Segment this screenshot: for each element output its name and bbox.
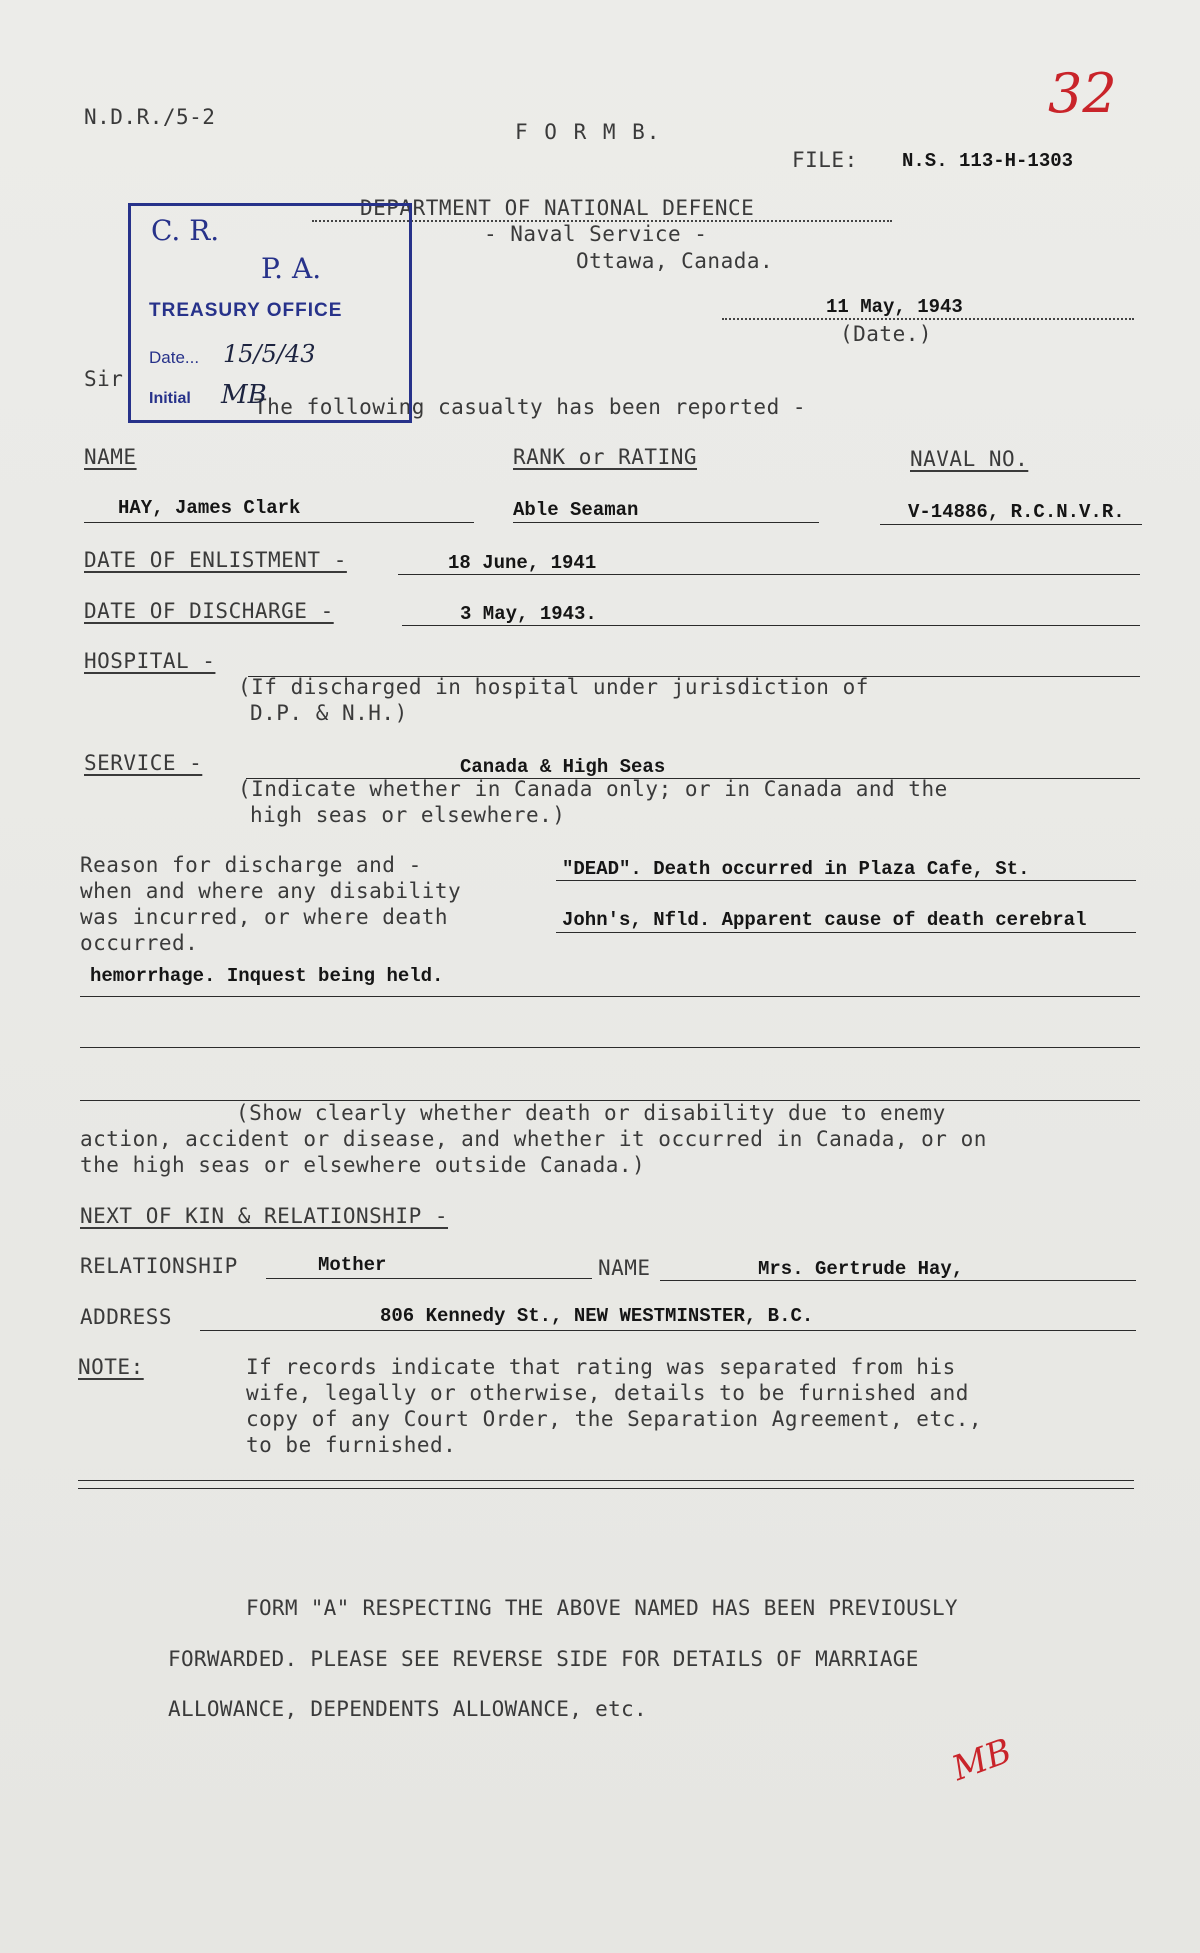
form-title: F O R M B. — [515, 120, 662, 144]
separator-line-1 — [78, 1480, 1134, 1481]
name-line — [84, 522, 474, 523]
file-label: FILE: — [792, 148, 858, 172]
rank-line — [513, 522, 819, 523]
relationship-line — [266, 1278, 592, 1279]
stamp-initial-value: MB — [221, 380, 267, 410]
naval-no-line — [880, 524, 1142, 525]
footer-line-1: FORM "A" RESPECTING THE ABOVE NAMED HAS BEEN PREVIOUSLY — [246, 1596, 958, 1620]
reason-label-4: occurred. — [80, 931, 199, 955]
separator-line-2 — [78, 1488, 1134, 1489]
person-name: HAY, James Clark — [118, 497, 301, 519]
person-rank: Able Seaman — [513, 499, 639, 521]
note-line-4: to be furnished. — [246, 1433, 457, 1457]
discharge-label: DATE OF DISCHARGE - — [84, 599, 334, 623]
service-note-1: (Indicate whether in Canada only; or in Canada and the — [238, 777, 948, 801]
hospital-note-2: D.P. & N.H.) — [250, 701, 408, 725]
enlistment-value: 18 June, 1941 — [448, 552, 597, 574]
service-value: Canada & High Seas — [460, 756, 666, 778]
name-heading: NAME — [84, 445, 137, 469]
stamp-date-value: 15/5/43 — [223, 340, 316, 368]
page-number-handwritten: 32 — [1048, 62, 1117, 125]
location: Ottawa, Canada. — [576, 249, 774, 273]
hospital-note-1: (If discharged in hospital under jurisdiction of — [238, 675, 869, 699]
intro-text: The following casualty has been reported - — [254, 395, 807, 419]
note-line-3: copy of any Court Order, the Separation Agreement, etc., — [246, 1407, 983, 1431]
stamp-cr: C. R. — [151, 214, 220, 247]
note-label: NOTE: — [78, 1355, 144, 1379]
enlistment-label: DATE OF ENLISTMENT - — [84, 548, 347, 572]
note-line-2: wife, legally or otherwise, details to be furnished and — [246, 1381, 969, 1405]
naval-service: - Naval Service - — [484, 222, 708, 246]
reason-value-1: "DEAD". Death occurred in Plaza Cafe, St. — [562, 858, 1030, 880]
reason-line-3 — [80, 996, 1140, 997]
kin-name-line — [660, 1280, 1136, 1281]
reason-label-1: Reason for discharge and - — [80, 853, 422, 877]
next-of-kin-label: NEXT OF KIN & RELATIONSHIP - — [80, 1204, 449, 1228]
reason-value-3: hemorrhage. Inquest being held. — [90, 965, 444, 987]
address-label: ADDRESS — [80, 1305, 173, 1329]
address-line — [200, 1330, 1136, 1331]
address-value: 806 Kennedy St., NEW WESTMINSTER, B.C. — [380, 1305, 814, 1327]
footer-initials-handwritten: MB — [946, 1730, 1017, 1790]
discharge-value: 3 May, 1943. — [460, 603, 597, 625]
reason-value-2: John's, Nfld. Apparent cause of death cerebral — [562, 909, 1087, 931]
department-name: DEPARTMENT OF NATIONAL DEFENCE — [360, 196, 755, 220]
relationship-value: Mother — [318, 1254, 387, 1276]
discharge-line — [402, 625, 1140, 626]
relationship-label: RELATIONSHIP — [80, 1254, 238, 1278]
show-note-2: action, accident or disease, and whether it occurred in Canada, or on — [80, 1127, 987, 1151]
reason-line-2 — [556, 932, 1136, 933]
naval-no-heading: NAVAL NO. — [910, 447, 1029, 471]
service-label: SERVICE - — [84, 751, 203, 775]
stamp-pa: P. A. — [261, 252, 322, 285]
reason-line-4 — [80, 1047, 1140, 1048]
stamp-initial-label: Initial — [149, 390, 191, 407]
kin-name-label: NAME — [598, 1256, 651, 1280]
service-note-2: high seas or elsewhere.) — [250, 803, 566, 827]
enlistment-line — [398, 574, 1140, 575]
stamp-date-label: Date... — [149, 348, 200, 367]
treasury-stamp — [128, 203, 412, 423]
kin-name-value: Mrs. Gertrude Hay, — [758, 1258, 964, 1280]
show-note-3: the high seas or elsewhere outside Canada.) — [80, 1153, 646, 1177]
footer-line-2: FORWARDED. PLEASE SEE REVERSE SIDE FOR DETAILS OF MARRIAGE — [168, 1647, 919, 1671]
reference-code: N.D.R./5-2 — [84, 105, 216, 129]
date-dotted-line — [722, 318, 1134, 320]
hospital-label: HOSPITAL - — [84, 649, 216, 673]
reason-label-3: was incurred, or where death — [80, 905, 449, 929]
rank-heading: RANK or RATING — [513, 445, 698, 469]
file-number: N.S. 113-H-1303 — [902, 150, 1074, 172]
date-label: (Date.) — [840, 322, 933, 346]
person-naval-no: V-14886, R.C.N.V.R. — [908, 501, 1125, 523]
reason-line-1 — [556, 880, 1136, 881]
date-value: 11 May, 1943 — [826, 296, 963, 318]
reason-label-2: when and where any disability — [80, 879, 462, 903]
note-line-1: If records indicate that rating was separated from his — [246, 1355, 956, 1379]
show-note-1: (Show clearly whether death or disability due to enemy — [236, 1101, 946, 1125]
footer-line-3: ALLOWANCE, DEPENDENTS ALLOWANCE, etc. — [168, 1697, 647, 1721]
salutation: Sir: — [84, 367, 137, 391]
stamp-treasury-office: TREASURY OFFICE — [149, 300, 343, 321]
